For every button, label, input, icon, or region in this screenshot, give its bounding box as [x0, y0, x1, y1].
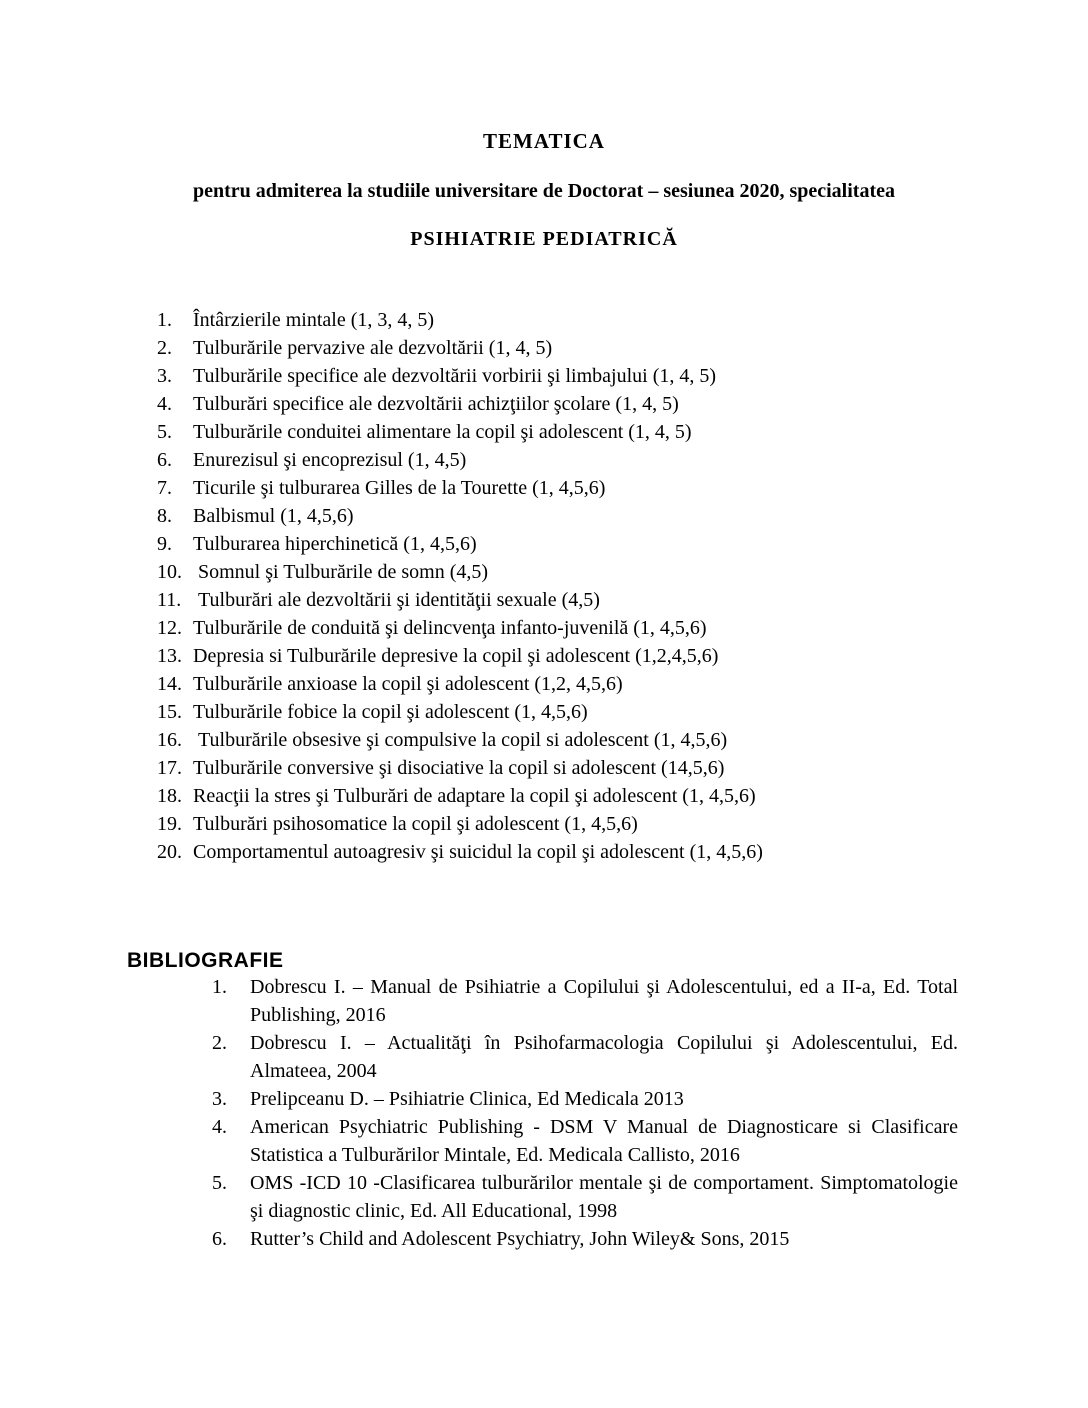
bibliography-item-text: American Psychiatric Publishing - DSM V Manual de Diagnosticare si Clasificare Statistica a Tulburărilor Mintale, Ed. Medicala Callisto, 2016 — [250, 1116, 958, 1166]
list-item-text: Tulburările conduitei alimentare la copil şi adolescent (1, 4, 5) — [193, 421, 692, 443]
list-item-number: 19. — [157, 813, 182, 835]
list-item-text: Tulburări specifice ale dezvoltării achizţiilor şcolare (1, 4, 5) — [193, 393, 679, 415]
list-item — [157, 362, 1088, 390]
bibliography-item-number: 5. — [212, 1172, 227, 1194]
list-item — [157, 390, 1088, 418]
list-item-text: Depresia si Tulburările depresive la copil şi adolescent (1,2,4,5,6) — [193, 645, 719, 667]
list-item-text: Tulburările obsesive şi compulsive la copil si adolescent (1, 4,5,6) — [193, 729, 728, 751]
list-item — [157, 810, 1088, 838]
list-item-text: Întârzierile mintale (1, 3, 4, 5) — [193, 309, 435, 331]
list-item-text: Reacţii la stres şi Tulburări de adaptare la copil şi adolescent (1, 4,5,6) — [193, 785, 756, 807]
bibliography-item — [212, 1169, 958, 1225]
list-item-text: Tulburările specifice ale dezvoltării vorbirii şi limbajului (1, 4, 5) — [193, 365, 717, 387]
page-title: TEMATICA — [483, 129, 605, 153]
list-item — [157, 446, 1088, 474]
bibliography-item-number: 3. — [212, 1088, 227, 1110]
bibliography-item-number: 4. — [212, 1116, 227, 1138]
list-item-number: 1. — [157, 309, 172, 331]
list-item-number: 12. — [157, 617, 182, 639]
list-item-text: Tulburări psihosomatice la copil şi adolescent (1, 4,5,6) — [193, 813, 638, 835]
bibliography-item — [212, 973, 958, 1029]
list-item — [157, 614, 1088, 642]
list-item-number: 11. — [157, 589, 182, 611]
list-item — [157, 642, 1088, 670]
list-item-number: 10. — [157, 561, 182, 583]
list-item — [157, 502, 1088, 530]
list-item-number: 2. — [157, 337, 172, 359]
list-item-number: 8. — [157, 505, 172, 527]
list-item — [157, 586, 1088, 614]
bibliography-heading: BIBLIOGRAFIE — [127, 949, 284, 972]
list-item — [157, 334, 1088, 362]
list-item — [157, 838, 1088, 866]
list-item-text: Ticurile şi tulburarea Gilles de la Tourette (1, 4,5,6) — [193, 477, 606, 499]
bibliography-item — [212, 1113, 958, 1169]
list-item — [157, 306, 1088, 334]
bibliography-item-text: Dobrescu I. – Manual de Psihiatrie a Copilului şi Adolescentului, ed a II-a, Ed. Total Publishing, 2016 — [250, 976, 958, 1026]
list-item-text: Balbismul (1, 4,5,6) — [193, 505, 354, 527]
bibliography-item-text: Prelipceanu D. – Psihiatrie Clinica, Ed Medicala 2013 — [250, 1088, 684, 1110]
list-item-text: Tulburările anxioase la copil şi adolescent (1,2, 4,5,6) — [193, 673, 623, 695]
list-item-number: 17. — [157, 757, 182, 779]
list-item — [157, 418, 1088, 446]
list-item-number: 4. — [157, 393, 172, 415]
bibliography-list — [212, 973, 958, 1253]
list-item-number: 15. — [157, 701, 182, 723]
list-item-number: 9. — [157, 533, 172, 555]
bibliography-item-number: 6. — [212, 1228, 227, 1250]
list-item-number: 18. — [157, 785, 182, 807]
bibliography-item — [212, 1085, 958, 1113]
list-item-text: Tulburările conversive şi disociative la copil si adolescent (14,5,6) — [193, 757, 725, 779]
document-header — [0, 0, 1088, 252]
bibliography-item — [212, 1029, 958, 1085]
list-item — [157, 726, 1088, 754]
list-item-number: 5. — [157, 421, 172, 443]
list-item — [157, 782, 1088, 810]
list-item-number: 6. — [157, 449, 172, 471]
list-item-text: Enurezisul şi encoprezisul (1, 4,5) — [193, 449, 467, 471]
list-item — [157, 474, 1088, 502]
list-item-number: 14. — [157, 673, 182, 695]
list-item-number: 16. — [157, 729, 182, 751]
list-item-text: Comportamentul autoagresiv şi suicidul la copil şi adolescent (1, 4,5,6) — [193, 841, 763, 863]
list-item — [157, 698, 1088, 726]
list-item-text: Tulburările de conduită şi delincvenţa infanto-juvenilă (1, 4,5,6) — [193, 617, 707, 639]
bibliography-item-number: 1. — [212, 976, 227, 998]
bibliography-item-text: OMS -ICD 10 -Clasificarea tulburărilor mentale şi de comportament. Simptomatologie şi diagnostic clinic, Ed. All Educational, 1998 — [250, 1172, 958, 1222]
page-subtitle: pentru admiterea la studiile universitare de Doctorat – sesiunea 2020, specialitatea — [193, 180, 895, 202]
list-item — [157, 754, 1088, 782]
bibliography-item-text: Rutter’s Child and Adolescent Psychiatry, John Wiley& Sons, 2015 — [250, 1228, 790, 1250]
topics-list — [157, 306, 1088, 866]
list-item-number: 20. — [157, 841, 182, 863]
list-item-number: 13. — [157, 645, 182, 667]
list-item-text: Tulburările fobice la copil şi adolescent (1, 4,5,6) — [193, 701, 588, 723]
bibliography-item — [212, 1225, 958, 1253]
specialty-title: PSIHIATRIE PEDIATRICĂ — [410, 228, 678, 250]
list-item-text: Tulburările pervazive ale dezvoltării (1, 4, 5) — [193, 337, 553, 359]
list-item-number: 7. — [157, 477, 172, 499]
list-item-number: 3. — [157, 365, 172, 387]
list-item — [157, 670, 1088, 698]
list-item-text: Somnul şi Tulburările de somn (4,5) — [193, 561, 489, 583]
list-item-text: Tulburarea hiperchinetică (1, 4,5,6) — [193, 533, 477, 555]
list-item — [157, 530, 1088, 558]
list-item-text: Tulburări ale dezvoltării şi identităţii sexuale (4,5) — [193, 589, 600, 611]
bibliography-item-number: 2. — [212, 1032, 227, 1054]
list-item — [157, 558, 1088, 586]
bibliography-item-text: Dobrescu I. – Actualităţi în Psihofarmacologia Copilului şi Adolescentului, Ed. Almateea, 2004 — [250, 1032, 958, 1082]
